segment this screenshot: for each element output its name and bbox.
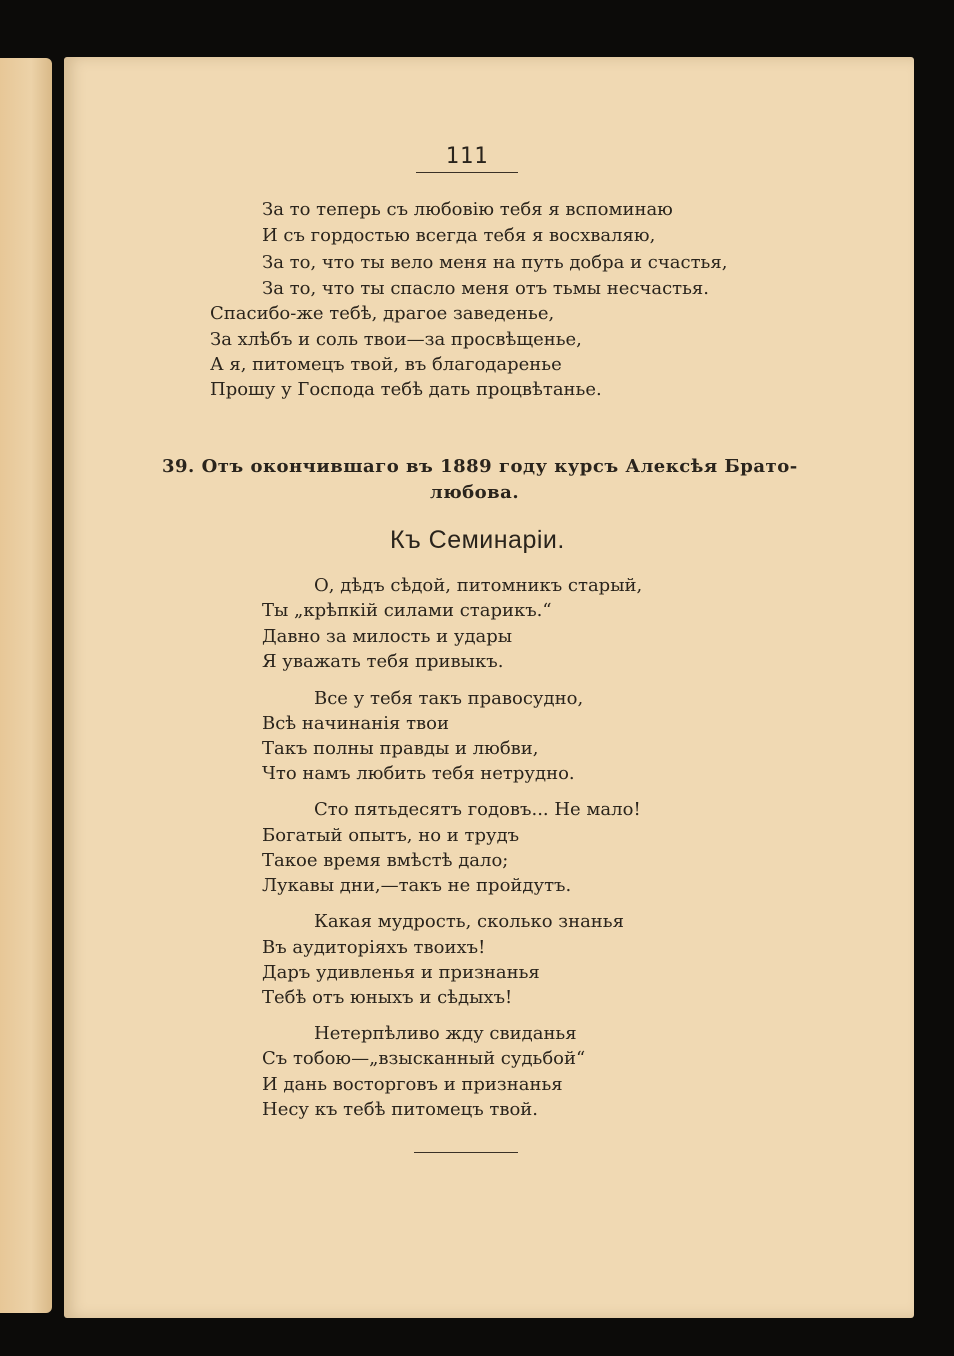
poem-line: Такъ полны правды и любви, (262, 738, 539, 759)
poem-line: Я уважать тебя привыкъ. (262, 651, 504, 672)
facing-page-edge (0, 58, 52, 1313)
closing-rule (414, 1152, 518, 1153)
prev-poem-line: За хлѣбъ и соль твои—за просвѣщенье, (210, 329, 582, 350)
poem-line: И дань восторговъ и признанья (262, 1074, 563, 1095)
page-number: 111 (445, 144, 489, 169)
poem-line: Всѣ начинанія твои (262, 713, 449, 734)
poem-title: Къ Семинаріи. (390, 526, 565, 554)
prev-poem-line: Спасибо-же тебѣ, драгое заведенье, (210, 303, 555, 324)
poem-line: Несу къ тебѣ питомецъ твой. (262, 1099, 539, 1120)
poem-line: Въ аудиторіяхъ твоихъ! (262, 937, 486, 958)
poem-line: Лукавы дни,—такъ не пройдутъ. (262, 875, 572, 896)
poem-line: Такое время вмѣстѣ дало; (262, 850, 509, 871)
poem-line: Даръ удивленья и признанья (262, 962, 540, 983)
poem-line: Какая мудрость, сколько знанья (314, 911, 624, 932)
poem-line: Сто пятьдесятъ годовъ... Не мало! (314, 799, 641, 820)
poem-line: Нетерпѣливо жду свиданья (314, 1023, 577, 1044)
poem-line: Съ тобою—„взысканный судьбой“ (262, 1048, 586, 1069)
prev-poem-line: Прошу у Господа тебѣ дать процвѣтанье. (210, 379, 602, 400)
entry-heading-continuation: любова. (430, 482, 520, 503)
prev-poem-line: За то, что ты спасло меня отъ тьмы несчастья. (262, 278, 709, 299)
page-number-rule (416, 172, 518, 173)
prev-poem-line: За то теперь съ любовію тебя я вспоминаю (262, 199, 673, 220)
entry-heading: 39. Отъ окончившаго въ 1889 году курсъ Алексѣя Брато- (162, 456, 798, 477)
prev-poem-line: А я, питомецъ твой, въ благодаренье (210, 354, 562, 375)
poem-line: Давно за милость и удары (262, 626, 513, 647)
poem-line: О, дѣдъ сѣдой, питомникъ старый, (314, 575, 643, 596)
poem-line: Все у тебя такъ правосудно, (314, 688, 584, 709)
poem-line: Ты „крѣпкій силами старикъ.“ (262, 600, 552, 621)
poem-line: Что намъ любить тебя нетрудно. (262, 763, 575, 784)
poem-line: Богатый опытъ, но и трудъ (262, 825, 520, 846)
prev-poem-line: И съ гордостью всегда тебя я восхваляю, (262, 225, 656, 246)
prev-poem-line: За то, что ты вело меня на путь добра и счастья, (262, 252, 728, 273)
poem-line: Тебѣ отъ юныхъ и сѣдыхъ! (262, 987, 513, 1008)
